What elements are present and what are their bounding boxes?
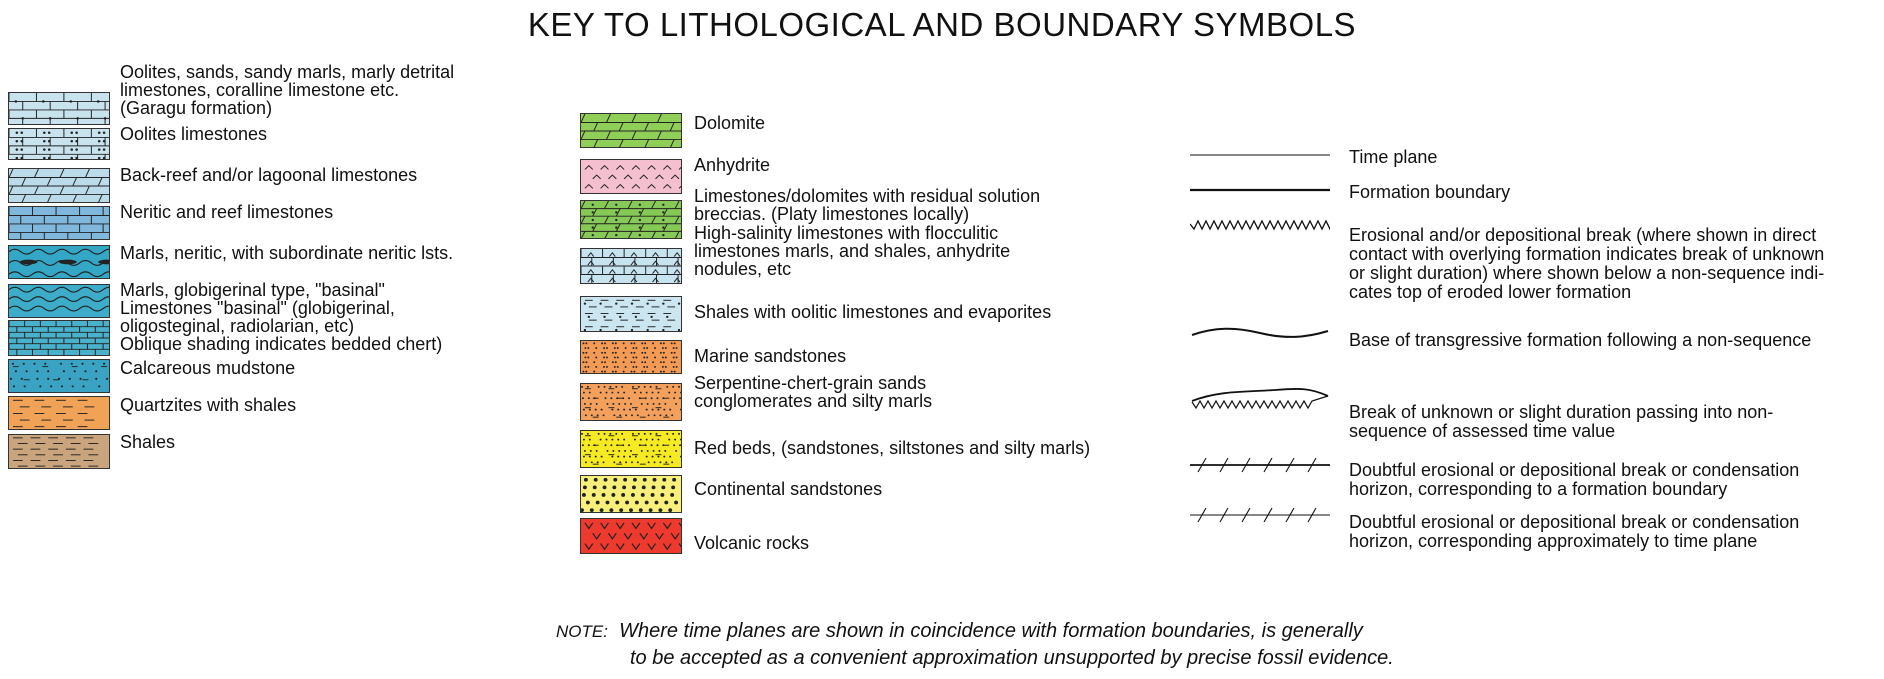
thin-line-icon bbox=[1190, 140, 1330, 170]
wavy-swatch bbox=[8, 284, 110, 318]
sand-dash-pattern bbox=[581, 431, 681, 467]
boundary-label: Doubtful erosional or depositional break or condensation horizon, corresponding to a formation boundary bbox=[1349, 460, 1800, 499]
wavy-lens-pattern bbox=[9, 246, 109, 278]
large-dots-pattern bbox=[581, 476, 681, 512]
note bbox=[556, 618, 1394, 672]
ticked-thin-line-icon bbox=[1190, 500, 1330, 530]
dots-dashes-swatch bbox=[8, 359, 110, 393]
boundary-label: Base of transgressive formation following a non-sequence bbox=[1349, 330, 1812, 350]
legend-label: Marine sandstones bbox=[694, 346, 847, 366]
shale-oolite-swatch bbox=[580, 296, 682, 332]
legend-label: Marls, globigerinal type, "basinal" bbox=[120, 280, 385, 300]
oblique-brick-swatch bbox=[580, 113, 682, 148]
brick-dots-pattern bbox=[9, 129, 109, 159]
wavy-lens-swatch bbox=[8, 245, 110, 279]
caret-swatch bbox=[580, 159, 682, 194]
wavy-pattern bbox=[9, 285, 109, 317]
shale-dashes-pattern bbox=[9, 435, 109, 468]
legend-label: Continental sandstones bbox=[694, 479, 883, 499]
wavy-line-icon bbox=[1190, 318, 1330, 348]
page-title: KEY TO LITHOLOGICAL AND BOUNDARY SYMBOLS bbox=[527, 6, 1357, 43]
v-swatch bbox=[580, 518, 682, 554]
brick-oolite-pattern bbox=[9, 93, 109, 124]
dashes-pattern bbox=[9, 397, 109, 429]
dashes-swatch bbox=[8, 396, 110, 430]
legend-label: Quartzites with shales bbox=[120, 395, 297, 415]
brick-dots-swatch bbox=[8, 128, 110, 160]
shale-dashes-swatch bbox=[8, 434, 110, 469]
dots-dashes-pattern bbox=[9, 360, 109, 392]
shale-oolite-pattern bbox=[581, 297, 681, 331]
legend-label: Shales with oolitic limestones and evaporites bbox=[694, 302, 1052, 322]
legend-label: Red beds, (sandstones, siltstones and silty marls) bbox=[694, 438, 1091, 458]
breccia-pattern bbox=[581, 201, 681, 238]
note-prefix: NOTE: bbox=[556, 622, 608, 641]
legend-label: Limestones/dolomites with residual solution breccias. (Platy limestones locally) bbox=[694, 186, 1041, 224]
legend-label: Shales bbox=[120, 432, 176, 452]
boundary-label: Doubtful erosional or depositional break or condensation horizon, corresponding approximately to time plane bbox=[1349, 512, 1800, 551]
legend-label: Calcareous mudstone bbox=[120, 358, 296, 378]
sand-dots-swatch bbox=[580, 340, 682, 374]
note-line-2: to be accepted as a convenient approximation unsupported by precise fossil evidence. bbox=[630, 647, 1394, 669]
boundary-label: Formation boundary bbox=[1349, 182, 1511, 202]
boundary-label: Erosional and/or depositional break (where shown in direct contact with overlying formation indicates break of unknown or slight duration) where shown below a non-sequence indi- cates top of eroded lower formation bbox=[1349, 225, 1825, 302]
legend-label: Oolites limestones bbox=[120, 124, 268, 144]
caret-pattern bbox=[581, 160, 681, 193]
thick-line-icon bbox=[1190, 175, 1330, 205]
brick-oolite-swatch bbox=[8, 92, 110, 125]
breccia-swatch bbox=[580, 200, 682, 239]
boundary-label: Time plane bbox=[1349, 147, 1438, 167]
brick-pattern bbox=[9, 207, 109, 239]
legend-label: Limestones "basinal" (globigerinal, oligosteginal, radiolarian, etc) Oblique shading indicates bedded chert) bbox=[120, 298, 443, 354]
fine-brick-pattern bbox=[9, 321, 109, 355]
legend-label: High-salinity limestones with flocculitic limestones marls, and shales, anhydrite nodules, etc bbox=[694, 223, 1011, 279]
oblique-brick-pattern bbox=[9, 169, 109, 202]
legend-label: Dolomite bbox=[694, 113, 766, 133]
legend-label: Oolites, sands, sandy marls, marly detrital limestones, coralline limestone etc. (Garagu formation) bbox=[120, 62, 455, 118]
legend-label: Serpentine-chert-grain sands conglomerates and silty marls bbox=[694, 373, 933, 411]
note-line-1: Where time planes are shown in coincidence with formation boundaries, is generally bbox=[619, 620, 1363, 642]
sand-dash-swatch bbox=[580, 430, 682, 468]
ticked-thick-line-icon bbox=[1190, 450, 1330, 480]
salinity-pattern bbox=[581, 249, 681, 283]
v-pattern bbox=[581, 519, 681, 553]
sand-dash-swatch bbox=[580, 383, 682, 421]
salinity-swatch bbox=[580, 248, 682, 284]
oblique-brick-pattern bbox=[581, 114, 681, 147]
wave-zigzag-icon bbox=[1190, 385, 1330, 415]
zigzag-line-icon bbox=[1190, 209, 1330, 239]
oblique-brick-swatch bbox=[8, 168, 110, 203]
large-dots-swatch bbox=[580, 475, 682, 513]
sand-dots-pattern bbox=[581, 341, 681, 373]
legend-label: Neritic and reef limestones bbox=[120, 202, 334, 222]
legend-label: Anhydrite bbox=[694, 155, 771, 175]
legend-label: Back-reef and/or lagoonal limestones bbox=[120, 165, 418, 185]
legend-label: Marls, neritic, with subordinate neritic lsts. bbox=[120, 243, 454, 263]
sand-dash-pattern bbox=[581, 384, 681, 420]
brick-swatch bbox=[8, 206, 110, 240]
boundary-label: Break of unknown or slight duration passing into non- sequence of assessed time value bbox=[1349, 402, 1774, 441]
fine-brick-swatch bbox=[8, 320, 110, 356]
legend-label: Volcanic rocks bbox=[694, 533, 810, 553]
